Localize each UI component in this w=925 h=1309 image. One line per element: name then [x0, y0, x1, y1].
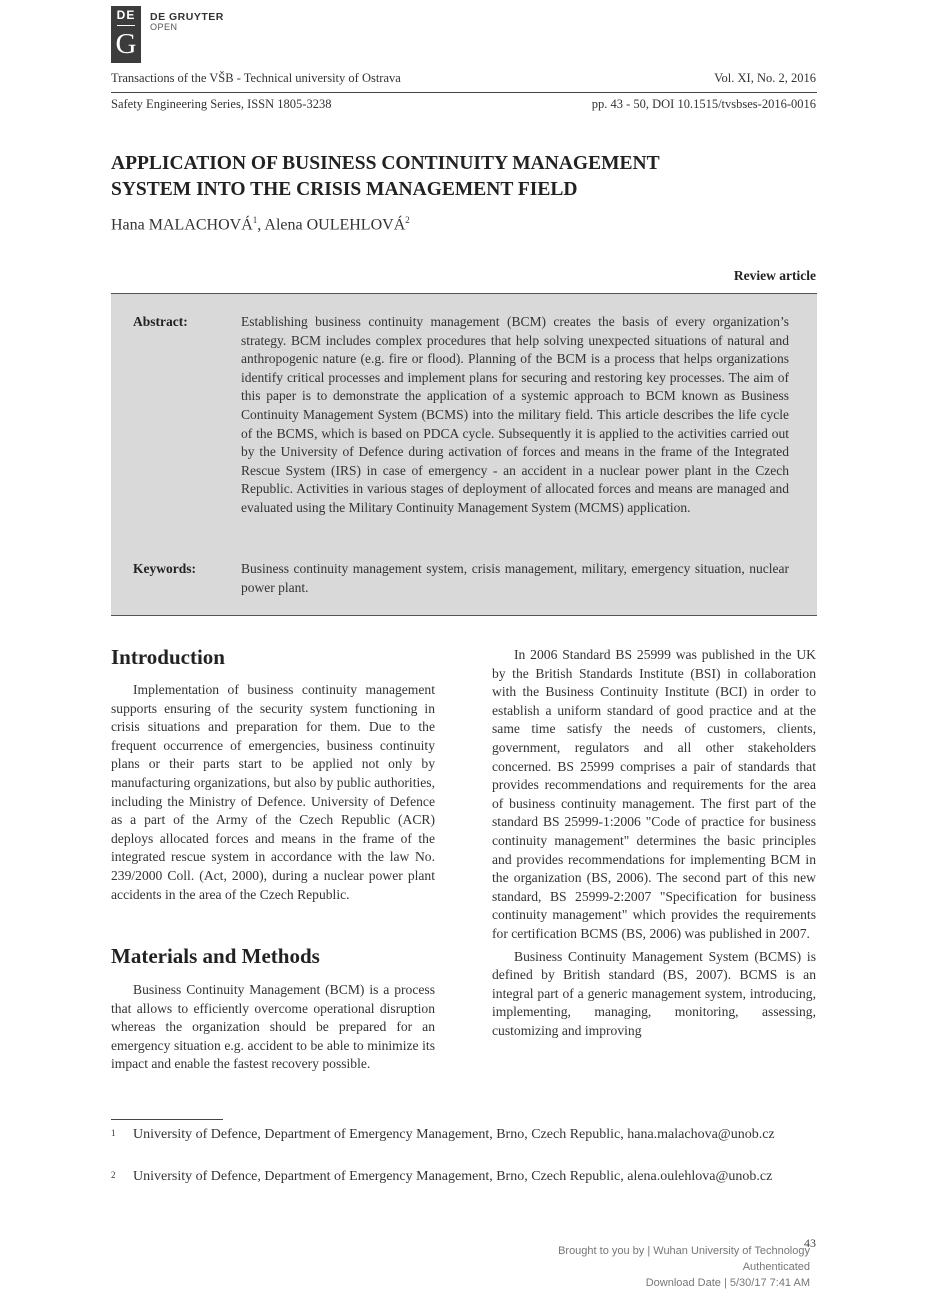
- journal-name: Transactions of the VŠB - Technical university of Ostrava: [111, 71, 401, 85]
- logo-mark-bottom: G: [115, 28, 137, 60]
- abstract-label: Abstract:: [133, 314, 188, 329]
- footnote-1-text: University of Defence, Department of Emergency Management, Brno, Czech Republic, hana.malachova@unob.cz: [133, 1127, 775, 1142]
- right-column-paragraph-1: In 2006 Standard BS 25999 was published in the UK by the British Standards Institute (BSI) in collaboration with the Business Continuity Institute (BCI) in order to establish a uniform standard of good practice and at the same time satisfy the needs of customers, clients, government, regulators and all other stakeholders concerned. BS 25999 comprises a pair of standards that provides recommendations and requirements for the area of business continuity management. The first part of the standard BS 25999-1:2006 "Code of practice for business continuity management" determines the basic principles and provides recommendations for implementing BCM in the organization (BS, 2006). The second part of this new standard, BS 25999-2:2007 "Specification for business continuity management" which provides the requirements for certification BCMS (BS, 2006) was published in 2007.: [492, 647, 816, 941]
- author-1-affil: 1: [252, 215, 258, 225]
- author-separator: ,: [257, 216, 265, 234]
- keywords-text: Business continuity management system, crisis management, military, emergency situation, nuclear power plant.: [241, 561, 789, 595]
- paper-title-line-1: APPLICATION OF BUSINESS CONTINUITY MANAGEMENT: [111, 153, 660, 174]
- download-notice-line-3: Download Date | 5/30/17 7:41 AM: [645, 1277, 810, 1289]
- introduction-body: [111, 681, 435, 904]
- right-column-paragraph-2: Business Continuity Management System (BCMS) is defined by British standard (BS, 2007). BCMS is an integral part of a generic management system, introducing, implementing, managing, monitoring, assessing, customizing and improving: [492, 948, 816, 1038]
- publisher-logo-mark: [111, 6, 141, 63]
- header-rule: [111, 92, 817, 93]
- journal-volume: Vol. XI, No. 2, 2016: [714, 71, 816, 85]
- article-type: Review article: [733, 268, 816, 283]
- keywords-label: Keywords:: [133, 561, 196, 576]
- paper-title-line-2: SYSTEM INTO THE CRISIS MANAGEMENT FIELD: [111, 179, 578, 200]
- page-number: 43: [804, 1236, 816, 1250]
- footnote-rule: [111, 1119, 223, 1120]
- author-1: Hana MALACHOVÁ: [111, 216, 253, 234]
- footnote-1: [111, 1126, 817, 1145]
- footnote-2: [111, 1168, 817, 1187]
- abstract-text: Establishing business continuity management (BCM) creates the basis of every organization’s strategy. BCM includes complex procedures that help solving unexpected situations of natural and anthropogenic nature (e.g. fire or flood). Planning of the BCM is a process that helps organizations identify critical processes and implement plans for securing and restoring key processes. The aim of this paper is to demonstrate the application of a systemic approach to BCM known as Business Continuity Management System (BCMS) into the military field. This article describes the life cycle of the BCMS, which is based on PDCA cycle. Subsequently it is applied to the activities carried out by the University of Defence during activation of forces and means in the frame of the Integrated Rescue System (IRS) in case of emergency - an accident in a nuclear power plant in the Czech Republic. Activities in various stages of deployment of allocated forces and means are managed and evaluated using the Military Continuity Management System (MCMS) application.: [241, 314, 789, 515]
- article-pages-doi: pp. 43 - 50, DOI 10.1515/tvsbses-2016-0016: [591, 97, 816, 111]
- methods-heading: Materials and Methods: [111, 944, 320, 968]
- footnote-2-text: University of Defence, Department of Emergency Management, Brno, Czech Republic, alena.oulehlova@unob.cz: [133, 1169, 773, 1184]
- methods-body: [111, 981, 435, 1074]
- introduction-heading: Introduction: [111, 645, 225, 669]
- download-notice-line-1: Brought to you by | Wuhan University of Technology: [558, 1245, 810, 1257]
- footnote-1-number: 1: [111, 1128, 116, 1138]
- publisher-sub: OPEN: [150, 22, 178, 32]
- logo-mark-top: DE: [116, 8, 136, 22]
- methods-paragraph: Business Continuity Management (BCM) is a process that allows to efficiently overcome operational disruption whereas the organization should be prepared for an emergency situation e.g. accident to be able to minimize its impact and enable the fastest recovery possible.: [111, 982, 435, 1072]
- author-list: [111, 215, 410, 234]
- download-notice-line-2: Authenticated: [742, 1261, 810, 1273]
- publisher-name: DE GRUYTER: [150, 11, 224, 23]
- paper-title: [111, 151, 817, 203]
- author-2: Alena OULEHLOVÁ: [264, 216, 406, 234]
- author-2-affil: 2: [405, 215, 410, 225]
- introduction-paragraph: Implementation of business continuity management supports ensuring of the security system functioning in crisis situations and preparation for them. Due to the frequent occurrence of emergencies, business continuity plans or their parts start to be applied not only by manufacturing organizations, but also by public authorities, including the Ministry of Defence. University of Defence as a part of the Army of the Czech Republic (ACR) deploys allocated forces and means in the frame of the integrated rescue system in accordance with the law No. 239/2000 Coll. (Act, 2000), during a nuclear power plant accidents in the area of the Czech Republic.: [111, 682, 435, 902]
- journal-series: Safety Engineering Series, ISSN 1805-3238: [111, 97, 332, 111]
- logo-divider: [117, 25, 135, 26]
- right-column-body: [492, 646, 816, 1040]
- footnote-2-number: 2: [111, 1170, 116, 1180]
